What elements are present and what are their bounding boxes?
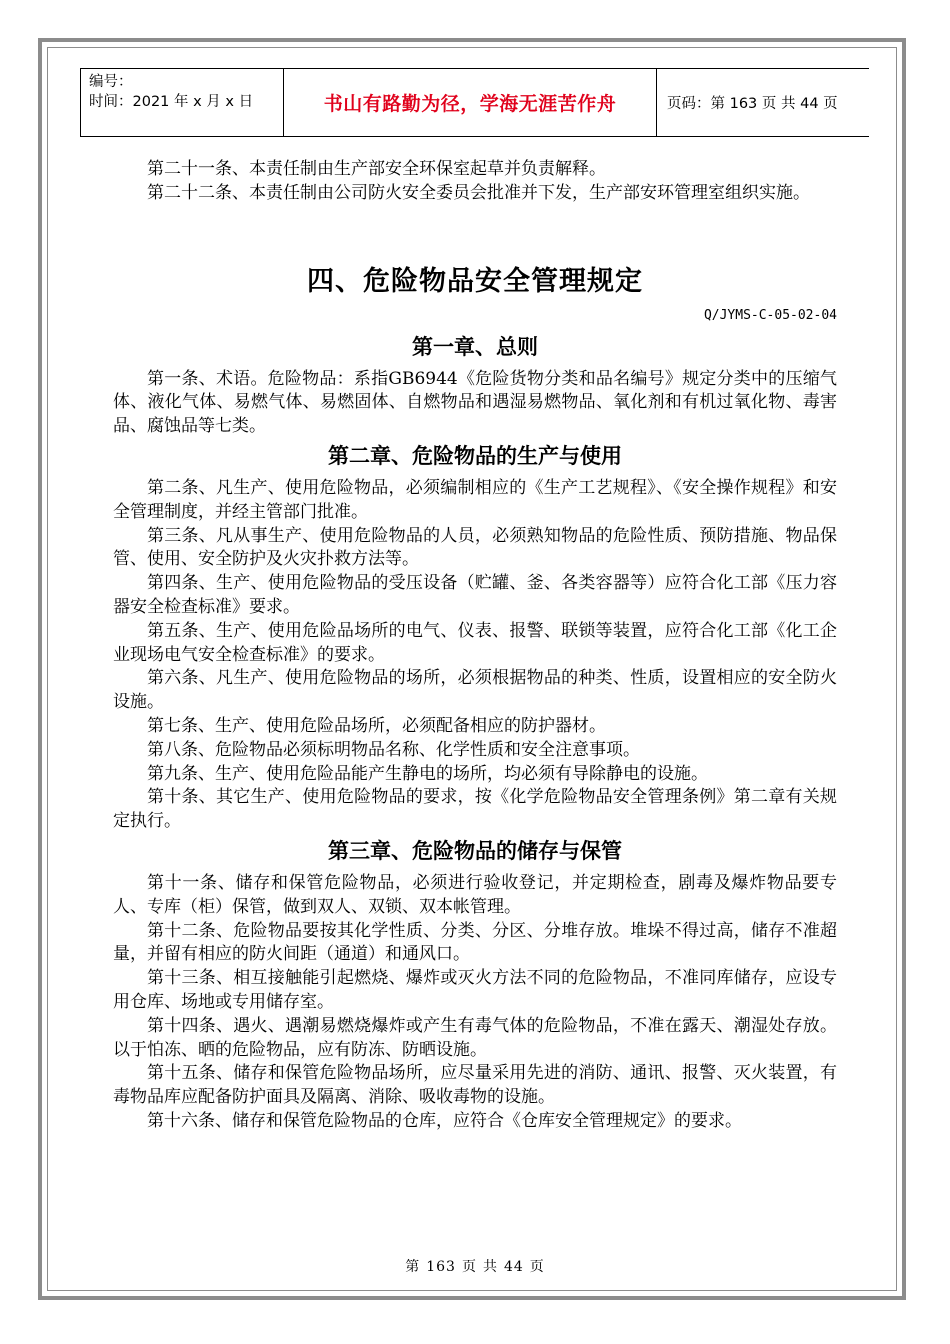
footer-page-word: 第	[405, 1259, 421, 1275]
document-body	[113, 158, 837, 1134]
footer-total-number: 44	[503, 1259, 524, 1275]
clause-paragraph: 第三条、凡从事生产、使用危险物品的人员，必须熟知物品的危险性质、预防措施、物品保管、使用、安全防护及火灾扑救方法等。	[113, 525, 837, 570]
clause-paragraph: 第一条、术语。危险物品：系指GB6944《危险货物分类和品名编号》规定分类中的压缩气体、液化气体、易燃气体、易燃固体、自燃物品和遇湿易燃物品、氧化剂和有机过氧化物、毒害品、腐蚀品等七类。	[113, 368, 837, 437]
page-header	[80, 68, 869, 137]
clause-paragraph: 第十二条、危险物品要按其化学性质、分类、分区、分堆存放。堆垛不得过高，储存不准超量，并留有相应的防火间距（通道）和通风口。	[113, 920, 837, 965]
chapter-heading: 第一章、总则	[412, 334, 538, 359]
clause-paragraph: 第五条、生产、使用危险品场所的电气、仪表、报警、联锁等装置，应符合化工部《化工企业现场电气安全检查标准》的要求。	[113, 620, 837, 665]
clause-paragraph: 第十六条、储存和保管危险物品的仓库，应符合《仓库安全管理规定》的要求。	[147, 1110, 742, 1131]
clause-paragraph: 第六条、凡生产、使用危险物品的场所，必须根据物品的种类、性质，设置相应的安全防火设施。	[113, 668, 837, 713]
clause-paragraph: 第十五条、储存和保管危险物品场所，应尽量采用先进的消防、通讯、报警、灭火装置，有毒物品库应配备防护面具及隔离、消除、吸收毒物的设施。	[113, 1063, 837, 1108]
chapter-heading: 第二章、危险物品的生产与使用	[328, 443, 622, 468]
clause-paragraph: 第十一条、储存和保管危险物品，必须进行验收登记，并定期检查，剧毒及爆炸物品要专人、专库（柜）保管，做到双人、双锁、双本帐管理。	[113, 872, 837, 917]
clause-paragraph: 第七条、生产、使用危险品场所，必须配备相应的防护器材。	[147, 715, 606, 736]
clause-paragraph: 第十四条、遇火、遇潮易燃烧爆炸或产生有毒气体的危险物品，不准在露天、潮湿处存放。以于怕冻、晒的危险物品，应有防冻、防晒设施。	[113, 1015, 837, 1060]
header-motto: 书山有路勤为径，学海无涯苦作舟	[283, 69, 657, 136]
clause-paragraph: 第八条、危险物品必须标明物品名称、化学性质和安全注意事项。	[147, 739, 640, 760]
header-page-label: 页码：第 163 页 共 44 页	[667, 96, 838, 112]
clause-paragraph: 第二十一条、本责任制由生产部安全环保室起草并负责解释。	[147, 159, 606, 179]
page-footer	[0, 1256, 950, 1276]
footer-page-number: 163	[426, 1259, 456, 1275]
clause-paragraph: 第二十二条、本责任制由公司防火安全委员会批准并下发，生产部安环管理室组织实施。	[147, 182, 810, 203]
footer-total-word: 共	[482, 1259, 498, 1275]
clause-paragraph: 第九条、生产、使用危险品能产生静电的场所，均必须有导除静电的设施。	[147, 763, 708, 784]
clause-paragraph: 第四条、生产、使用危险物品的受压设备（贮罐、釜、各类容器等）应符合化工部《压力容器安全检查标准》要求。	[113, 573, 837, 617]
chapter-heading: 第三章、危险物品的储存与保管	[328, 838, 622, 863]
header-number-label: 编号：	[89, 74, 133, 90]
footer-total-unit: 页	[529, 1259, 545, 1275]
footer-page-unit: 页	[461, 1259, 477, 1275]
clause-paragraph: 第十三条、相互接触能引起燃烧、爆炸或灭火方法不同的危险物品，不准同库储存，应设专用仓库、场地或专用储存室。	[113, 968, 837, 1012]
header-meta	[80, 69, 283, 136]
clause-paragraph: 第二条、凡生产、使用危险物品，必须编制相应的《生产工艺规程》、《安全操作规程》和安全管理制度，并经主管部门批准。	[113, 477, 837, 522]
document-title: 四、危险物品安全管理规定	[307, 265, 643, 297]
section-spacer	[113, 206, 837, 262]
clause-paragraph: 第十条、其它生产、使用危险物品的要求，按《化学危险物品安全管理条例》第二章有关规定执行。	[113, 787, 837, 832]
document-code: Q/JYMS-C-05-02-04	[703, 307, 837, 323]
header-date-label: 时间：2021 年 x 月 x 日	[89, 94, 254, 110]
